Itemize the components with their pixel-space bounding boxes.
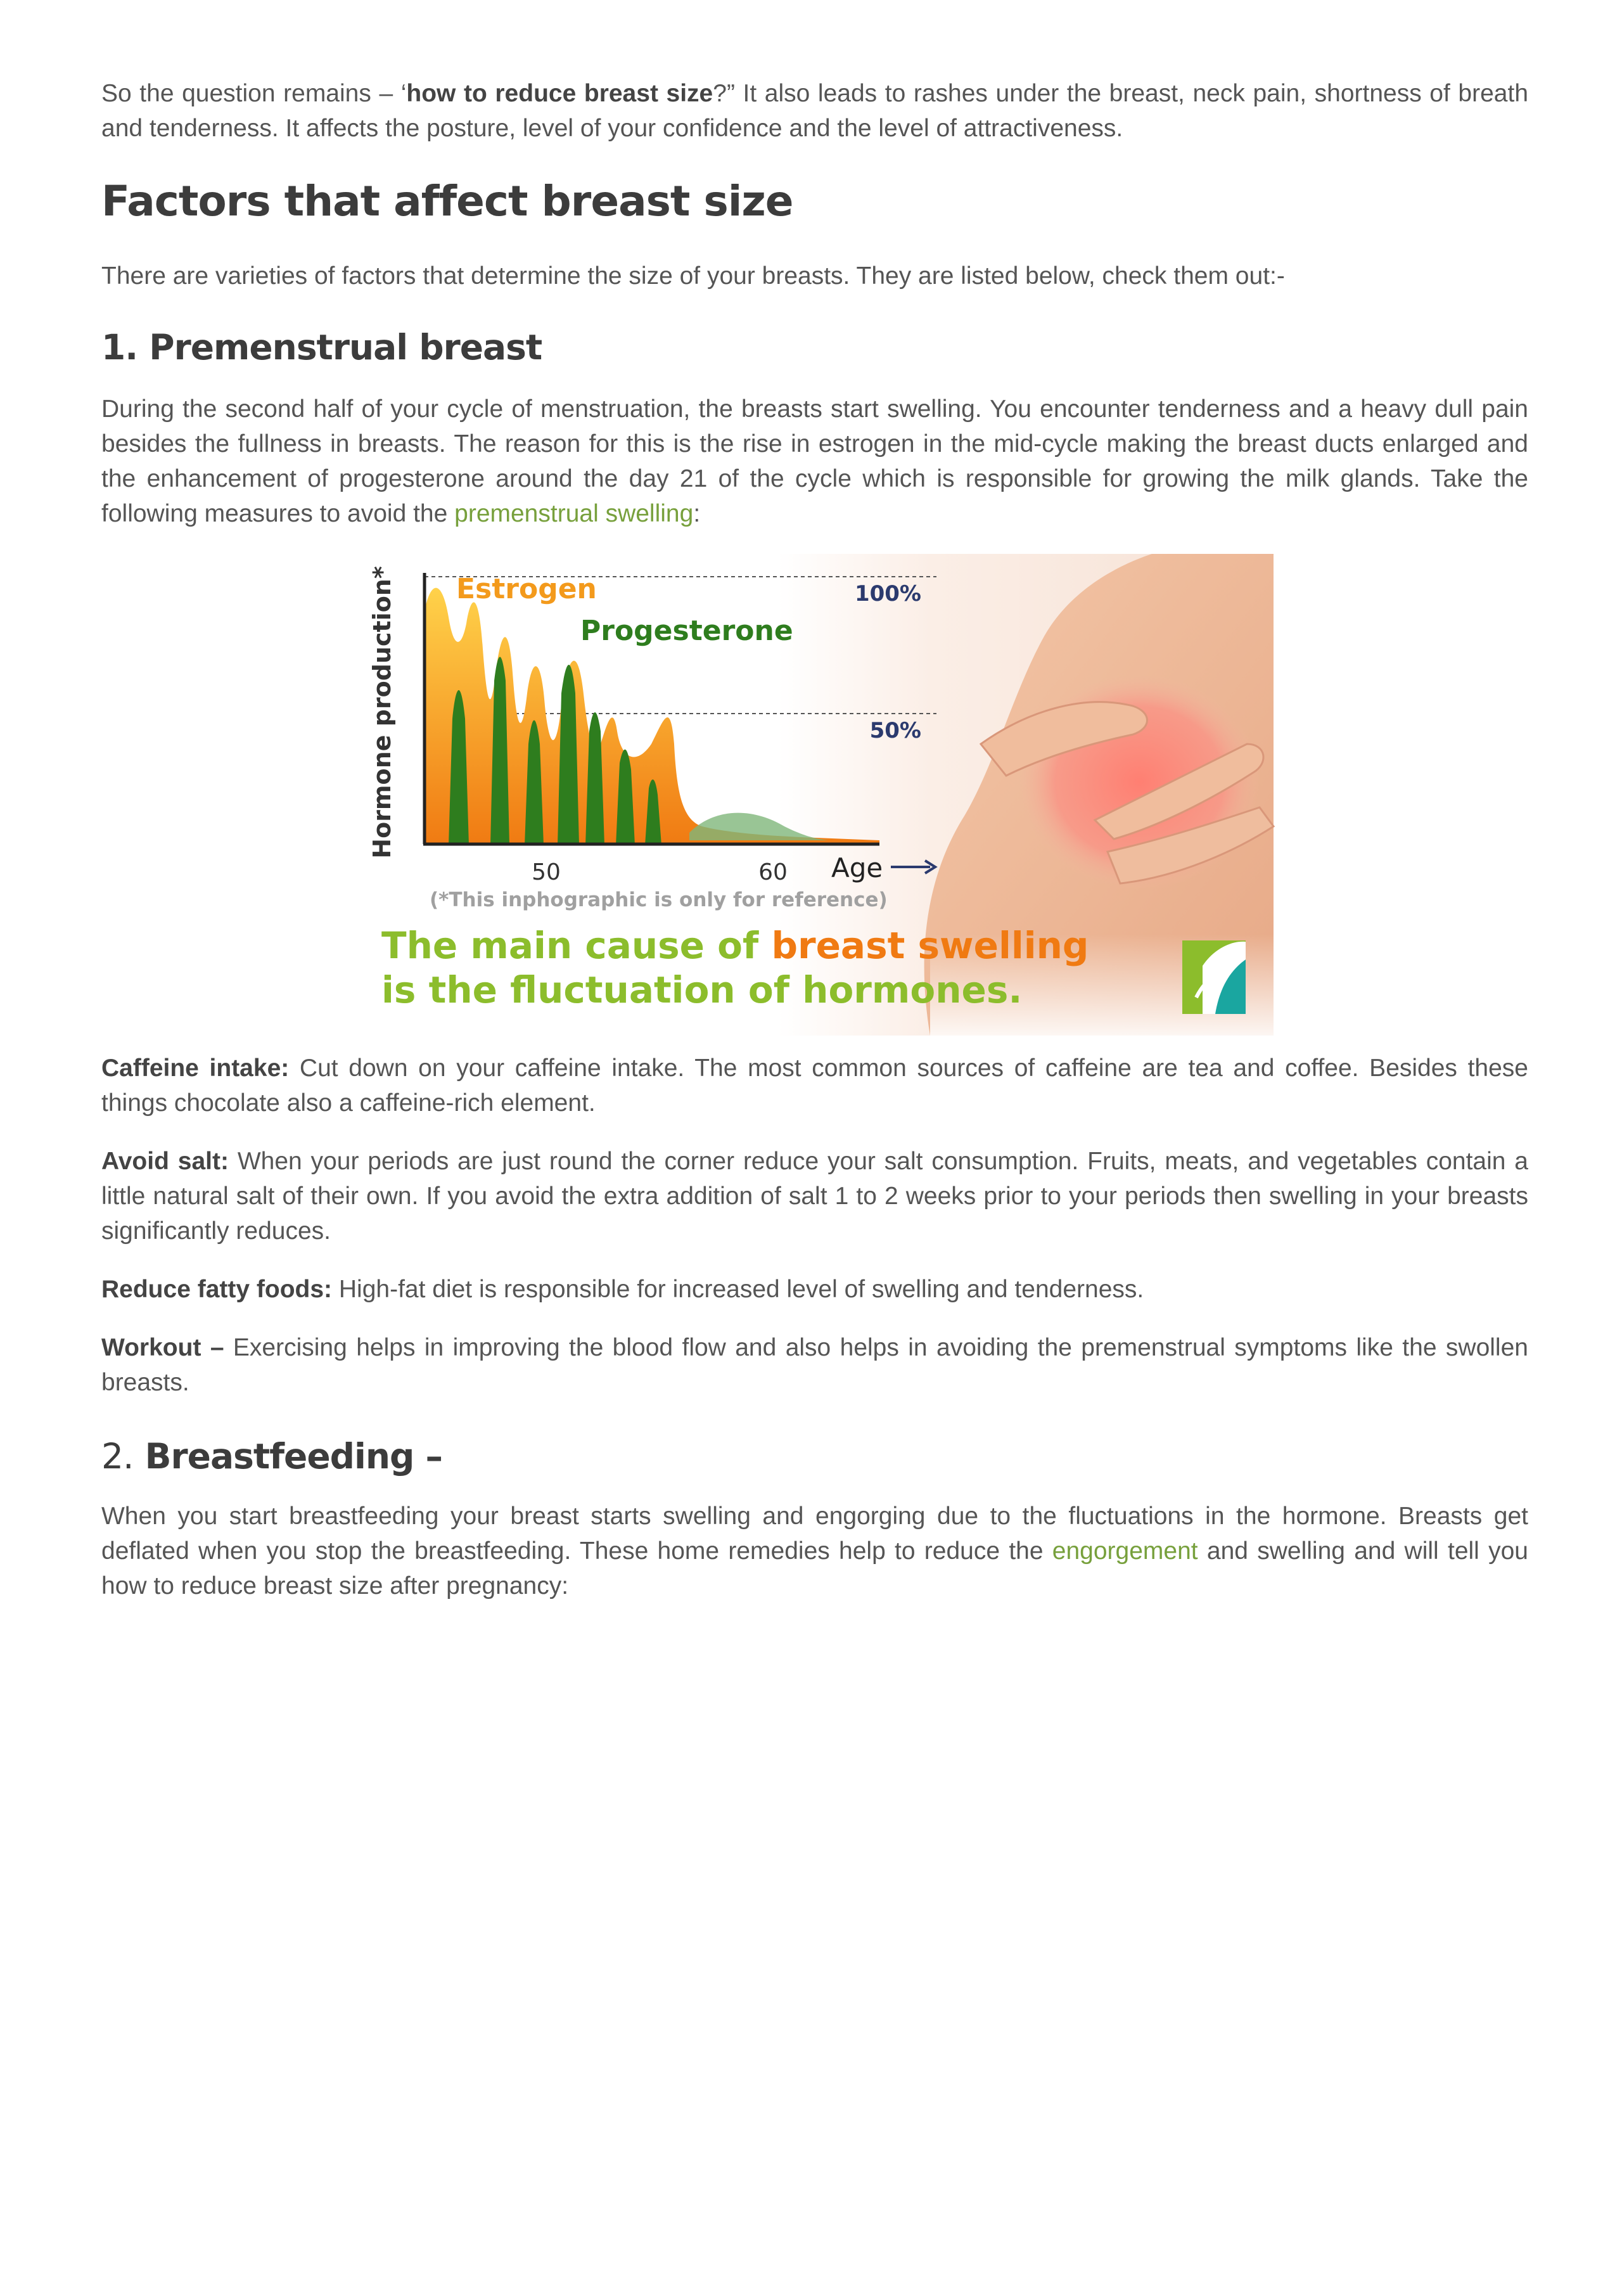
premenstrual-text-end: : bbox=[693, 500, 701, 527]
tip-fatty-foods-text: High-fat diet is responsible for increased level of swelling and tenderness. bbox=[332, 1276, 1144, 1303]
breastfeeding-heading bbox=[101, 1435, 1528, 1477]
tip-caffeine-text: Cut down on your caffeine intake. The most common sources of caffeine are tea and coffee. Besides these things chocolate also a caffeine-rich element. bbox=[101, 1055, 1528, 1117]
premenstrual-paragraph bbox=[101, 392, 1528, 531]
progesterone-label: Progesterone bbox=[580, 615, 793, 647]
hormone-infographic bbox=[368, 554, 1274, 1036]
tick-50-label: 50 bbox=[532, 859, 561, 885]
premenstrual-heading: 1. Premenstrual breast bbox=[101, 327, 542, 368]
brand-logo-icon bbox=[1182, 940, 1246, 1014]
y-axis-label: Hormone production* bbox=[368, 566, 396, 859]
caption-line-1: The main cause of breast swelling bbox=[381, 924, 1089, 967]
caption-line-2: is the fluctuation of hormones. bbox=[381, 968, 1023, 1011]
breastfeeding-text: When you start breastfeeding your breast starts swelling and engorging due to the fluctuations in the hormone. Breasts get deflated when you stop the breastfeeding. These home remedies help to reduce the bbox=[101, 1503, 1528, 1565]
tip-workout-text: Exercising helps in improving the blood flow and also helps in avoiding the premenstrual symptoms like the swollen breasts. bbox=[101, 1334, 1528, 1396]
premenstrual-text: During the second half of your cycle of menstruation, the breasts start swelling. You encounter tenderness and a heavy dull pain besides the fullness in breasts. The reason for this is the rise in estrogen in the mid-cycle making the breast ducts enlarged and the enhancement of progesterone around the day 21 of the cycle which is responsible for growing the milk glands. Take the following measures to avoid the bbox=[101, 395, 1528, 527]
factors-intro: There are varieties of factors that determine the size of your breasts. They are listed below, check them out:- bbox=[101, 262, 1285, 290]
breastfeeding-text-end: and swelling and will tell you how to reduce breast size after pregnancy: bbox=[101, 1537, 1528, 1600]
age-label: Age bbox=[831, 852, 883, 883]
tip-caffeine bbox=[101, 1051, 1528, 1120]
tip-salt-label: Avoid salt: bbox=[101, 1148, 229, 1175]
breastfeeding-heading-text: Breastfeeding – bbox=[133, 1436, 443, 1477]
pct-100-label: 100% bbox=[854, 581, 921, 606]
intro-text-start: So the question remains – ‘ bbox=[101, 80, 407, 107]
tip-salt-text: When your periods are just round the corner reduce your salt consumption. Fruits, meats, and vegetables contain a little natural salt of their own. If you avoid the extra addition of salt 1 to 2 weeks prior to your periods then swelling in your breasts significantly reduces. bbox=[101, 1148, 1529, 1245]
tip-workout-label: Workout – bbox=[101, 1334, 224, 1361]
pct-50-label: 50% bbox=[869, 718, 921, 743]
tip-fatty-foods bbox=[101, 1272, 1528, 1307]
intro-bold-question: how to reduce breast size bbox=[406, 80, 713, 107]
breastfeeding-heading-number: 2. bbox=[101, 1436, 134, 1477]
factors-section bbox=[101, 176, 1528, 227]
tick-60-label: 60 bbox=[758, 859, 788, 885]
intro-section bbox=[101, 76, 1528, 146]
premenstrual-swelling-link[interactable]: premenstrual swelling bbox=[454, 500, 694, 527]
estrogen-label: Estrogen bbox=[456, 573, 597, 605]
tip-salt bbox=[101, 1144, 1528, 1248]
infographic-svg bbox=[368, 554, 1274, 1036]
engorgement-link[interactable]: engorgement bbox=[1052, 1537, 1198, 1565]
intro-text-end: ?” It also leads to rashes under the breast, neck pain, shortness of breath and tenderness. It affects the posture, level of your confidence and the level of attractiveness. bbox=[101, 80, 1529, 142]
intro-paragraph bbox=[101, 76, 1528, 146]
reference-note: (*This inphographic is only for reference) bbox=[430, 888, 888, 911]
factors-heading: Factors that affect breast size bbox=[101, 177, 793, 226]
tip-fatty-foods-label: Reduce fatty foods: bbox=[101, 1276, 333, 1303]
breastfeeding-paragraph bbox=[101, 1499, 1528, 1603]
tip-caffeine-label: Caffeine intake: bbox=[101, 1055, 290, 1082]
tip-workout bbox=[101, 1330, 1528, 1400]
